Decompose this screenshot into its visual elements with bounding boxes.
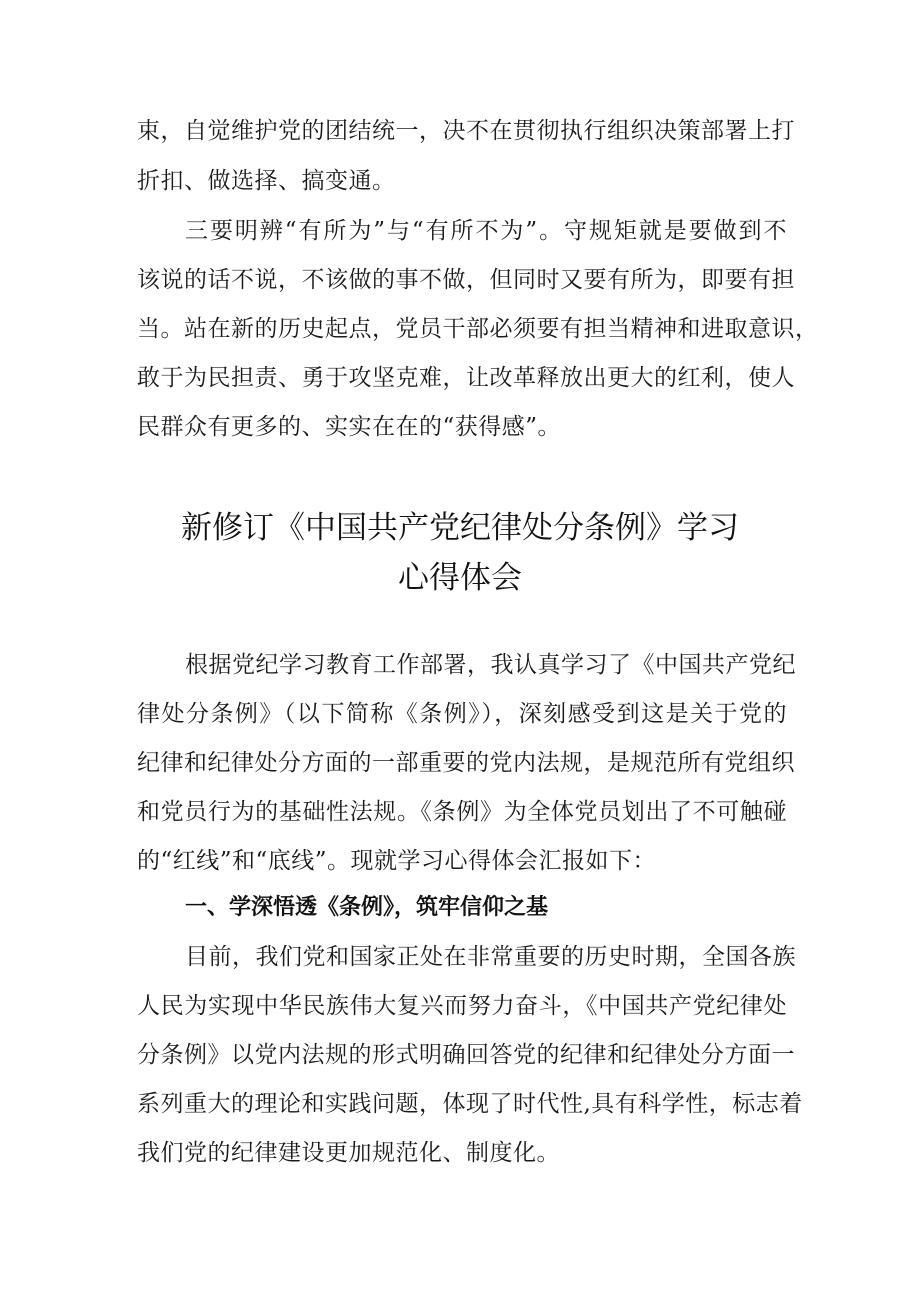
paragraph-line: 该说的话不说，不该做的事不做，但同时又要有所为，即要有担: [137, 267, 795, 293]
paragraph-line: 根据党纪学习教育工作部署，我认真学习了《中国共产党纪: [185, 652, 796, 678]
paragraph-line: 分条例》以党内法规的形式明确回答党的纪律和纪律处分方面一: [137, 1042, 795, 1068]
paragraph-line: 目前，我们党和国家正处在非常重要的历史时期，全国各族: [185, 944, 796, 970]
paragraph-line: 纪律和纪律处分方面的一部重要的党内法规，是规范所有党组织: [137, 750, 795, 776]
paragraph-line: 我们党的纪律建设更加规范化、制度化。: [137, 1140, 560, 1166]
paragraph-line: 律处分条例》（以下简称《条例》），深刻感受到这是关于党的: [137, 701, 787, 727]
paragraph-line: 敢于为民担责、勇于攻坚克难，让改革释放出更大的红利，使人: [137, 365, 795, 391]
paragraph-line: 民群众有更多的、实实在在的“获得感”。: [137, 414, 562, 440]
paragraph-line: 系列重大的理论和实践问题，体现了时代性,具有科学性，标志着: [137, 1091, 803, 1117]
paragraph-line: 折扣、做选择、搞变通。: [137, 168, 396, 194]
document-title: 新修订《中国共产党纪律处分条例》学习: [181, 510, 739, 546]
document-title: 心得体会: [398, 560, 522, 596]
paragraph-line: 束，自觉维护党的团结统一，决不在贯彻执行组织决策部署上打: [137, 118, 795, 144]
paragraph-line: 和党员行为的基础性法规。《条例》为全体党员划出了不可触碰: [137, 799, 787, 825]
section-heading: 一、学深悟透《条例》，筑牢信仰之基: [185, 895, 549, 920]
paragraph-line: 人民为实现中华民族伟大复兴而努力奋斗，《中国共产党纪律处: [137, 993, 787, 1019]
paragraph-line: 当。站在新的历史起点，党员干部必须要有担当精神和进取意识，: [137, 316, 819, 342]
paragraph-line: 三要明辨“有所为”与“有所不为”。守规矩就是要做到不: [185, 218, 787, 244]
paragraph-line: 的“红线”和“底线”。现就学习心得体会汇报如下：: [137, 848, 657, 874]
